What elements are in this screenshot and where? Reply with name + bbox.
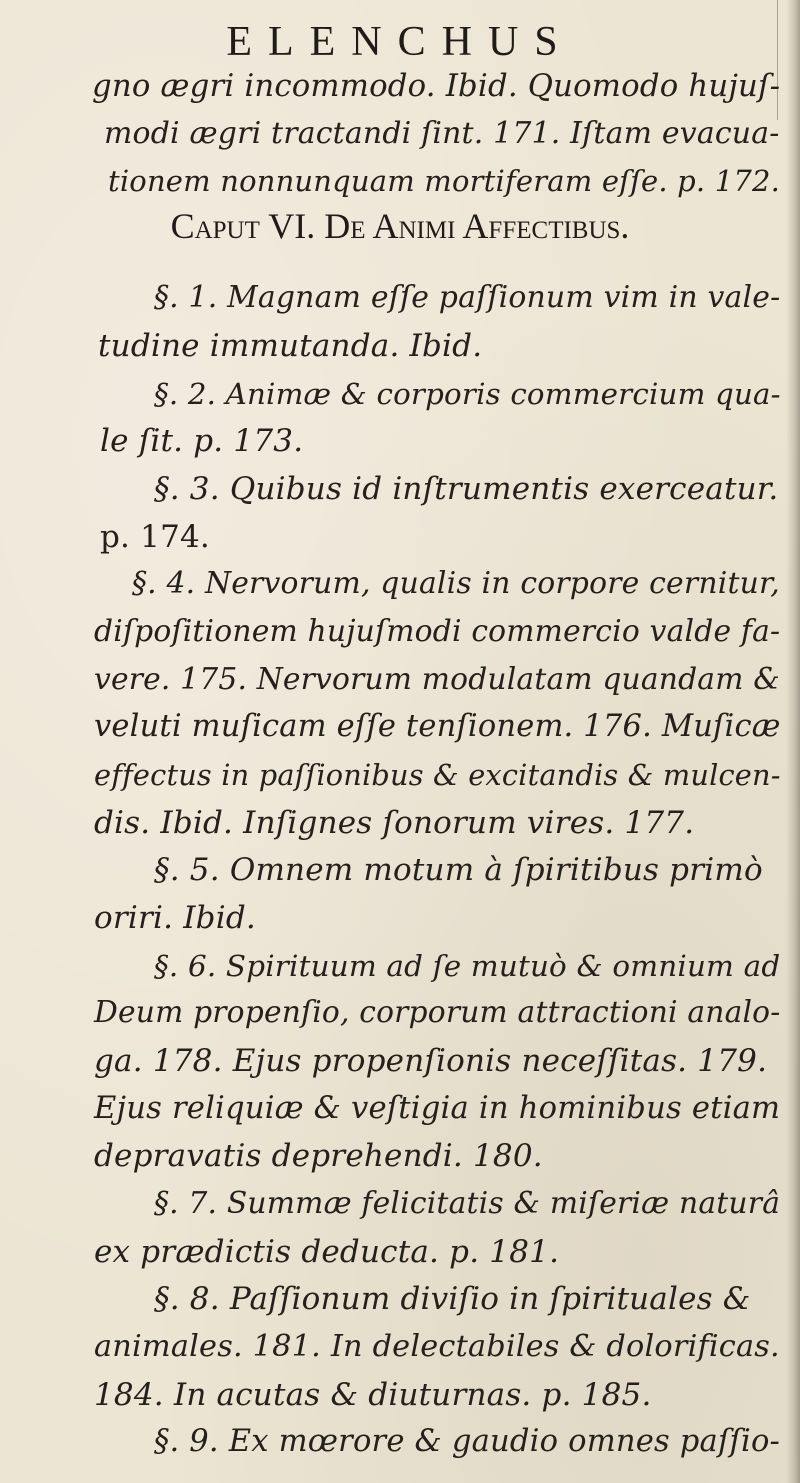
text-line: animales. 181. In delectabiles & dolorificas. — [94, 1329, 780, 1364]
text-line: Deum propenſio, corporum attractioni analo- — [94, 995, 781, 1031]
text-line: §. 1. Magnam eſſe paſſionum vim in vale- — [154, 280, 781, 316]
text-line: gno ægri incommodo. Ibid. Quomodo hujuſ- — [92, 68, 781, 104]
text-line: §. 9. Ex mœrore & gaudio omnes paſſio- — [154, 1424, 781, 1460]
text-line: §. 7. Summæ felicitatis & miſeriæ naturâ — [154, 1186, 781, 1221]
running-head: ELENCHUS — [226, 19, 574, 65]
chapter-heading: Caput VI. De Animi Affectibus. — [170, 206, 630, 246]
text-line: modi ægri tractandi ſint. 171. Iſtam evacua- — [104, 115, 780, 151]
text-line: §. 5. Omnem motum à ſpiritibus primò — [154, 852, 763, 889]
text-line: §. 2. Animæ & corporis commercium qua- — [154, 376, 781, 411]
text-line: §. 6. Spirituum ad ſe mutuò & omnium ad — [154, 948, 781, 983]
text-line: §. 3. Quibus id inſtrumentis exerceatur. — [154, 470, 779, 507]
text-line: tionem nonnunquam mortiferam eſſe. p. 172. — [108, 164, 781, 199]
text-line: tudine immutanda. Ibid. — [98, 327, 483, 364]
text-line: depravatis deprehendi. 180. — [94, 1138, 543, 1175]
text-line: oriri. Ibid. — [94, 899, 256, 936]
text-line: §. 8. Paſſionum diviſio in ſpirituales & — [154, 1281, 751, 1318]
text-line: effectus in paſſionibus & excitandis & mulcen- — [94, 757, 781, 792]
text-line: p. 174. — [100, 518, 210, 555]
text-line: dis. Ibid. Inſignes ſonorum vires. 177. — [94, 804, 695, 841]
text-line: §. 4. Nervorum, qualis in corpore cernitur, — [132, 566, 780, 602]
text-line: ex prædictis deducta. p. 181. — [94, 1233, 560, 1270]
text-line: 184. In acutas & diuturnas. p. 185. — [94, 1376, 652, 1413]
text-line: diſpoſitionem hujuſmodi commercio valde fa- — [94, 613, 781, 649]
text-line: vere. 175. Nervorum modulatam quandam & — [94, 661, 780, 697]
text-line: Ejus reliquiæ & veſtigia in hominibus etiam — [94, 1090, 781, 1126]
text-line: le ſit. p. 173. — [100, 423, 304, 460]
text-line: veluti muſicam eſſe tenſionem. 176. Muſicæ — [94, 709, 781, 745]
text-line: ga. 178. Ejus propenſionis neceſſitas. 179. — [94, 1042, 768, 1079]
